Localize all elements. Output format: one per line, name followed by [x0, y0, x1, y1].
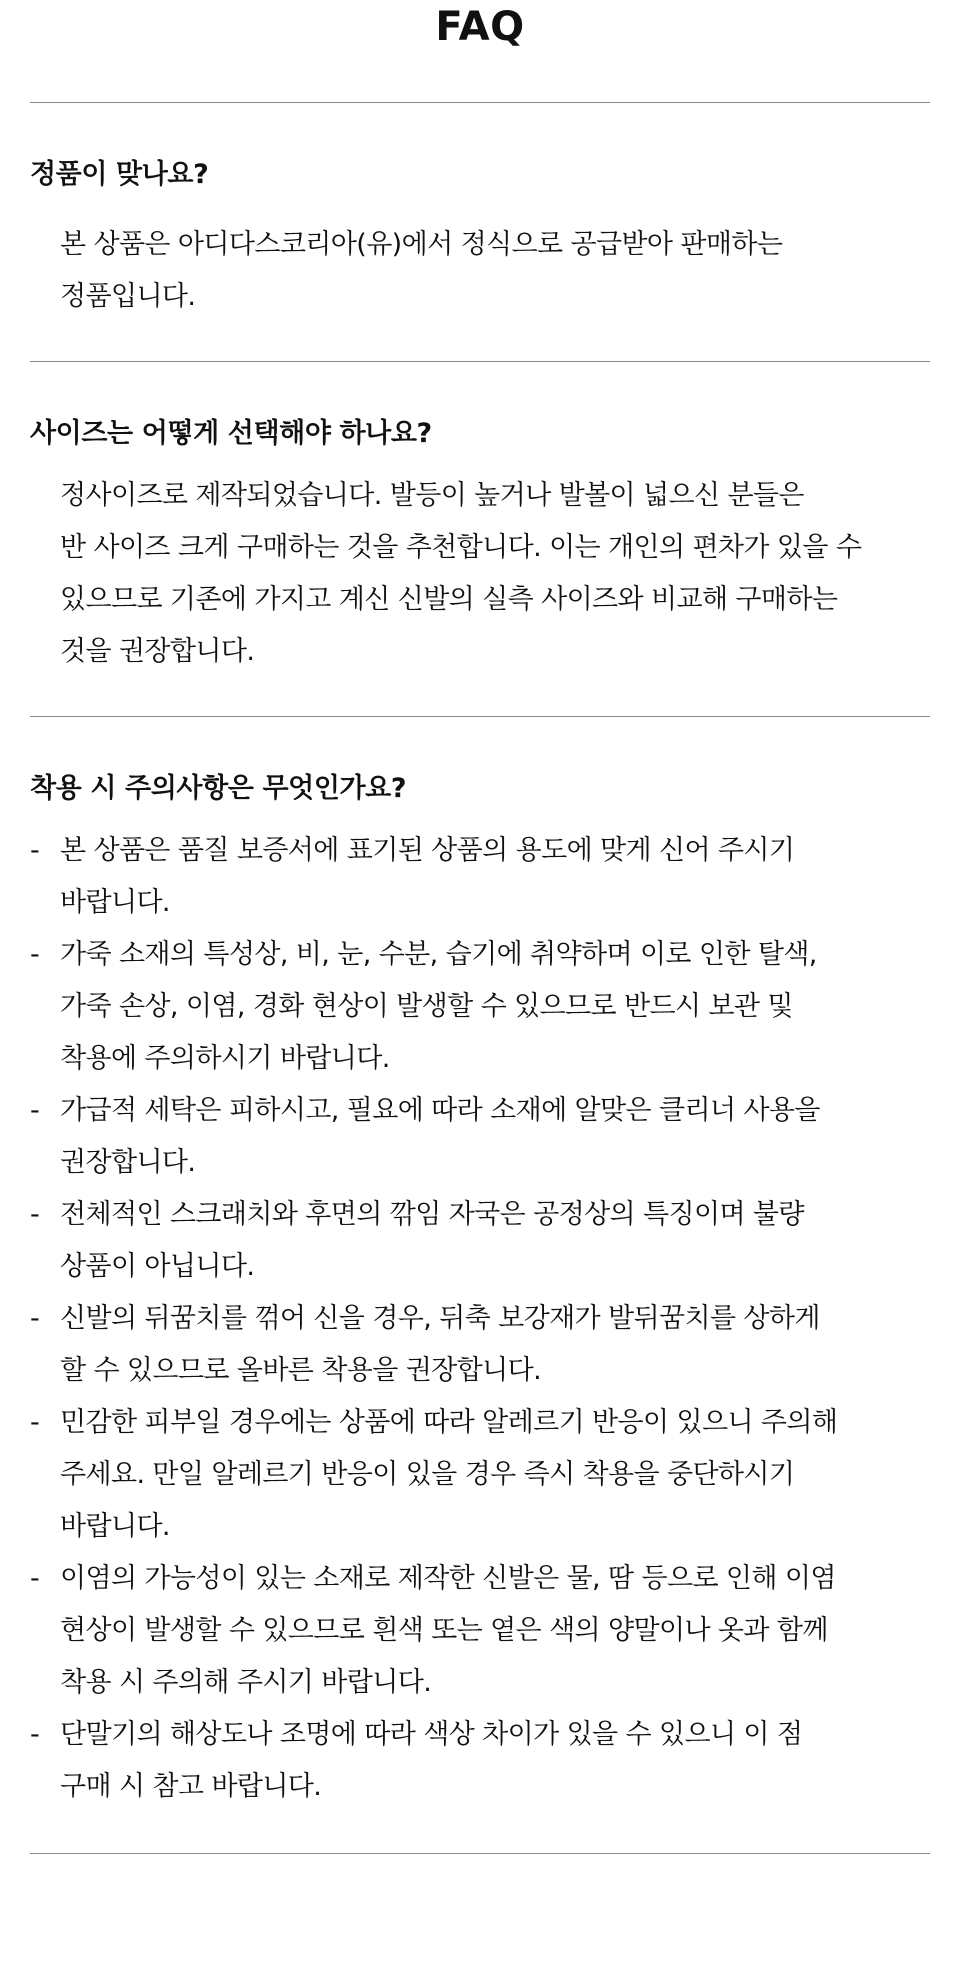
divider [30, 102, 930, 103]
list-item-text: 단말기의 해상도나 조명에 따라 색상 차이가 있을 수 있으니 이 점 구매 시 참고 바랍니다. [60, 1719, 803, 1802]
faq-answer: 정사이즈로 제작되었습니다. 발등이 높거나 발볼이 넓으신 분들은 반 사이즈 크게 구매하는 것을 추천합니다. 이는 개인의 편차가 있을 수 있으므로 기존에 가지고 계신 신발의 실측 사이즈와 비교해 구매하는 것을 권장합니다. [60, 480, 862, 667]
bullet-dash: - [30, 1407, 40, 1438]
list-item-text: 이염의 가능성이 있는 소재로 제작한 신발은 물, 땀 등으로 인해 이염 현상이 발생할 수 있으므로 흰색 또는 옅은 색의 양말이나 옷과 함께 착용 시 주의해 주시기 바랍니다. [60, 1563, 836, 1698]
bullet-dash: - [30, 1095, 40, 1126]
divider [30, 361, 930, 362]
bullet-dash: - [30, 1303, 40, 1334]
list-item [30, 929, 930, 1085]
precaution-list [0, 825, 960, 1813]
faq-question: 착용 시 주의사항은 무엇인가요? [30, 773, 407, 804]
list-item-text: 본 상품은 품질 보증서에 표기된 상품의 용도에 맞게 신어 주시기 바랍니다. [60, 835, 795, 918]
list-item-text: 전체적인 스크래치와 후면의 깎임 자국은 공정상의 특징이며 불량 상품이 아닙니다. [60, 1199, 804, 1282]
divider [30, 716, 930, 717]
bullet-dash: - [30, 1719, 40, 1750]
list-item-text: 가죽 소재의 특성상, 비, 눈, 수분, 습기에 취약하며 이로 인한 탈색, 가죽 손상, 이염, 경화 현상이 발생할 수 있으므로 반드시 보관 및 착용에 주의하시기 바랍니다. [60, 939, 817, 1074]
list-item-text: 가급적 세탁은 피하시고, 필요에 따라 소재에 알맞은 클리너 사용을 권장합니다. [60, 1095, 820, 1178]
bullet-dash: - [30, 1199, 40, 1230]
list-item-text: 민감한 피부일 경우에는 상품에 따라 알레르기 반응이 있으니 주의해 주세요. 만일 알레르기 반응이 있을 경우 즉시 착용을 중단하시기 바랍니다. [60, 1407, 838, 1542]
faq-item-authenticity [0, 155, 960, 323]
faq-item-sizing [0, 414, 960, 678]
page-title: FAQ [435, 4, 525, 50]
faq-item-precautions [0, 769, 960, 1813]
list-item [30, 1709, 930, 1813]
list-item [30, 1293, 930, 1397]
divider [30, 1853, 930, 1854]
list-item [30, 1085, 930, 1189]
bullet-dash: - [30, 835, 40, 866]
list-item [30, 825, 930, 929]
faq-question: 사이즈는 어떻게 선택해야 하나요? [30, 418, 432, 449]
faq-answer: 본 상품은 아디다스코리아(유)에서 정식으로 공급받아 판매하는 정품입니다. [60, 229, 783, 312]
faq-question: 정품이 맞나요? [30, 159, 209, 190]
bullet-dash: - [30, 939, 40, 970]
list-item [30, 1553, 930, 1709]
list-item-text: 신발의 뒤꿈치를 꺾어 신을 경우, 뒤축 보강재가 발뒤꿈치를 상하게 할 수 있으므로 올바른 착용을 권장합니다. [60, 1303, 820, 1386]
list-item [30, 1397, 930, 1553]
bullet-dash: - [30, 1563, 40, 1594]
list-item [30, 1189, 930, 1293]
